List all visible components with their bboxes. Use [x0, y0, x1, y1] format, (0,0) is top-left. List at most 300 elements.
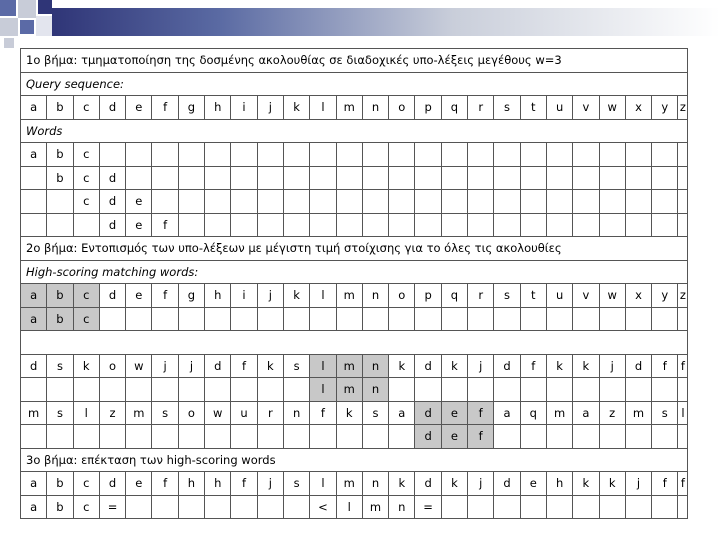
- letter-cell: [283, 495, 309, 519]
- letter-cell: k: [389, 472, 415, 496]
- letter-cell: [205, 213, 231, 237]
- letter-cell: [625, 166, 651, 190]
- letter-cell: b: [47, 495, 73, 519]
- letter-cell: [678, 213, 688, 237]
- letter-cell: [441, 378, 467, 402]
- letter-cell: j: [468, 472, 494, 496]
- letter-cell: f: [652, 354, 678, 378]
- letter-cell: d: [21, 354, 47, 378]
- letter-cell: k: [599, 472, 625, 496]
- words-label: Words: [21, 119, 688, 143]
- spacer-row: [21, 331, 688, 355]
- letter-cell: [47, 190, 73, 214]
- letter-cell: l: [73, 401, 99, 425]
- letter-cell: n: [362, 284, 388, 308]
- letter-cell: [573, 495, 599, 519]
- letter-cell: d: [415, 401, 441, 425]
- letter-cell: [494, 307, 520, 331]
- letter-cell: [178, 378, 204, 402]
- letter-cell: s: [152, 401, 178, 425]
- letter-cell: [520, 307, 546, 331]
- letter-cell: j: [625, 472, 651, 496]
- letter-cell: [231, 307, 257, 331]
- letter-cell: z: [678, 284, 688, 308]
- step1-heading-row: [21, 49, 688, 73]
- letter-cell: y: [652, 284, 678, 308]
- letter-cell: n: [389, 495, 415, 519]
- letter-cell: d: [415, 472, 441, 496]
- letter-cell: e: [441, 401, 467, 425]
- letter-cell: b: [47, 284, 73, 308]
- letter-cell: a: [21, 96, 47, 120]
- letter-cell: f: [152, 284, 178, 308]
- letter-cell: a: [573, 401, 599, 425]
- letter-cell: [362, 143, 388, 167]
- letter-cell: d: [99, 213, 125, 237]
- letter-cell: [205, 190, 231, 214]
- letter-cell: [546, 425, 572, 449]
- letter-cell: [441, 143, 467, 167]
- letter-cell: [389, 166, 415, 190]
- letter-cell: m: [546, 401, 572, 425]
- letter-cell: [468, 190, 494, 214]
- letter-cell: u: [546, 96, 572, 120]
- letter-cell: [520, 166, 546, 190]
- letter-cell: [468, 143, 494, 167]
- letter-cell: [652, 213, 678, 237]
- letter-cell: l: [310, 96, 336, 120]
- letter-cell: [494, 143, 520, 167]
- letter-cell: [389, 213, 415, 237]
- letter-cell: [573, 143, 599, 167]
- step2-heading: 2ο βήμα: Εντοπισμός των υπο-λέξεων με μέγιστη τιμή στοίχισης για το όλες τις ακολουθίες: [21, 237, 688, 261]
- high-scoring-label: High-scoring matching words:: [21, 260, 688, 284]
- decor-square: [20, 20, 34, 34]
- letter-cell: o: [99, 354, 125, 378]
- letter-cell: [336, 166, 362, 190]
- title-gradient-bar: [52, 8, 720, 36]
- letter-cell: a: [21, 472, 47, 496]
- letter-cell: [231, 143, 257, 167]
- letter-cell: b: [47, 166, 73, 190]
- letter-cell: [468, 166, 494, 190]
- letter-cell: s: [494, 96, 520, 120]
- letter-cell: [99, 307, 125, 331]
- letter-cell: f: [231, 472, 257, 496]
- letter-cell: [468, 378, 494, 402]
- letter-cell: a: [389, 401, 415, 425]
- letter-cell: [389, 190, 415, 214]
- word-row: [21, 213, 688, 237]
- letter-cell: e: [520, 472, 546, 496]
- letter-cell: h: [546, 472, 572, 496]
- letter-cell: z: [99, 401, 125, 425]
- letter-cell: p: [415, 96, 441, 120]
- letter-cell: j: [257, 472, 283, 496]
- letter-cell: h: [205, 284, 231, 308]
- letter-cell: [625, 143, 651, 167]
- letter-cell: s: [283, 472, 309, 496]
- letter-cell: [257, 143, 283, 167]
- letter-cell: [441, 190, 467, 214]
- matching-word-row: [21, 307, 688, 331]
- letter-cell: f: [520, 354, 546, 378]
- letter-cell: [283, 190, 309, 214]
- letter-cell: d: [415, 425, 441, 449]
- letter-cell: f: [678, 472, 688, 496]
- matching-word-row: [21, 378, 688, 402]
- letter-cell: [231, 495, 257, 519]
- letter-cell: [362, 425, 388, 449]
- letter-cell: [415, 166, 441, 190]
- letter-cell: [652, 307, 678, 331]
- letter-cell: u: [231, 401, 257, 425]
- letter-cell: =: [99, 495, 125, 519]
- letter-cell: d: [494, 472, 520, 496]
- letter-cell: z: [678, 96, 688, 120]
- letter-cell: i: [231, 284, 257, 308]
- letter-cell: f: [652, 472, 678, 496]
- letter-cell: c: [73, 143, 99, 167]
- letter-cell: [599, 213, 625, 237]
- letter-cell: d: [99, 190, 125, 214]
- letter-cell: k: [283, 96, 309, 120]
- letter-cell: [99, 425, 125, 449]
- letter-cell: l: [310, 378, 336, 402]
- letter-cell: [152, 495, 178, 519]
- letter-cell: [231, 213, 257, 237]
- letter-cell: w: [205, 401, 231, 425]
- letter-cell: c: [73, 96, 99, 120]
- letter-cell: l: [336, 495, 362, 519]
- letter-cell: c: [73, 307, 99, 331]
- letter-cell: [257, 213, 283, 237]
- letter-cell: m: [336, 378, 362, 402]
- letter-cell: c: [73, 284, 99, 308]
- letter-cell: [21, 378, 47, 402]
- letter-cell: [178, 213, 204, 237]
- letter-cell: [257, 190, 283, 214]
- letter-cell: [494, 190, 520, 214]
- database-sequence-row: [21, 401, 688, 425]
- letter-cell: m: [336, 96, 362, 120]
- letter-cell: g: [178, 284, 204, 308]
- letter-cell: d: [99, 96, 125, 120]
- letter-cell: k: [73, 354, 99, 378]
- letter-cell: [99, 143, 125, 167]
- letter-cell: [47, 425, 73, 449]
- letter-cell: x: [625, 96, 651, 120]
- letter-cell: [126, 166, 152, 190]
- letter-cell: [336, 307, 362, 331]
- letter-cell: [257, 307, 283, 331]
- letter-cell: n: [362, 378, 388, 402]
- letter-cell: l: [310, 472, 336, 496]
- letter-cell: n: [362, 96, 388, 120]
- letter-cell: [652, 166, 678, 190]
- letter-cell: i: [231, 96, 257, 120]
- letter-cell: m: [336, 284, 362, 308]
- letter-cell: [678, 190, 688, 214]
- letter-cell: c: [73, 495, 99, 519]
- letter-cell: [336, 190, 362, 214]
- letter-cell: [178, 143, 204, 167]
- letter-cell: [310, 213, 336, 237]
- letter-cell: s: [283, 354, 309, 378]
- letter-cell: k: [389, 354, 415, 378]
- letter-cell: b: [47, 143, 73, 167]
- word-row: [21, 166, 688, 190]
- letter-cell: [625, 213, 651, 237]
- letter-cell: [678, 143, 688, 167]
- letter-cell: [178, 495, 204, 519]
- letter-cell: p: [415, 284, 441, 308]
- letter-cell: d: [99, 472, 125, 496]
- letter-cell: a: [21, 495, 47, 519]
- letter-cell: e: [126, 190, 152, 214]
- letter-cell: [599, 190, 625, 214]
- letter-cell: [231, 190, 257, 214]
- letter-cell: [152, 307, 178, 331]
- letter-cell: c: [73, 472, 99, 496]
- letter-cell: [21, 425, 47, 449]
- letter-cell: [546, 213, 572, 237]
- letter-cell: [47, 213, 73, 237]
- letter-cell: [310, 143, 336, 167]
- letter-cell: e: [441, 425, 467, 449]
- query-sequence-row: [21, 96, 688, 120]
- letter-cell: [21, 190, 47, 214]
- letter-cell: h: [178, 472, 204, 496]
- letter-cell: [152, 425, 178, 449]
- letter-cell: [336, 425, 362, 449]
- letter-cell: l: [678, 401, 688, 425]
- letter-cell: [152, 143, 178, 167]
- letter-cell: f: [152, 96, 178, 120]
- decor-square: [0, 0, 16, 16]
- letter-cell: [546, 143, 572, 167]
- letter-cell: [625, 425, 651, 449]
- letter-cell: [415, 307, 441, 331]
- decor-square: [38, 0, 52, 14]
- letter-cell: [573, 425, 599, 449]
- letter-cell: m: [126, 401, 152, 425]
- letter-cell: [652, 495, 678, 519]
- letter-cell: [652, 425, 678, 449]
- letter-cell: n: [283, 401, 309, 425]
- letter-cell: v: [573, 96, 599, 120]
- letter-cell: [73, 425, 99, 449]
- letter-cell: s: [362, 401, 388, 425]
- query-sequence-label-row: [21, 72, 688, 96]
- letter-cell: k: [283, 284, 309, 308]
- letter-cell: [21, 166, 47, 190]
- letter-cell: w: [599, 96, 625, 120]
- letter-cell: [520, 425, 546, 449]
- letter-cell: s: [47, 401, 73, 425]
- letter-cell: =: [415, 495, 441, 519]
- letter-cell: [126, 307, 152, 331]
- letter-cell: [468, 495, 494, 519]
- letter-cell: t: [520, 96, 546, 120]
- letter-cell: r: [468, 284, 494, 308]
- decor-square: [4, 38, 14, 48]
- letter-cell: a: [21, 143, 47, 167]
- letter-cell: [336, 143, 362, 167]
- letter-cell: [310, 425, 336, 449]
- letter-cell: [494, 495, 520, 519]
- letter-cell: d: [625, 354, 651, 378]
- words-label-row: [21, 119, 688, 143]
- letter-cell: b: [47, 472, 73, 496]
- letter-cell: [283, 425, 309, 449]
- letter-cell: [47, 378, 73, 402]
- letter-cell: [205, 378, 231, 402]
- letter-cell: f: [310, 401, 336, 425]
- letter-cell: [283, 213, 309, 237]
- letter-cell: b: [47, 96, 73, 120]
- letter-cell: c: [73, 166, 99, 190]
- letter-cell: [231, 425, 257, 449]
- step3-heading-row: [21, 448, 688, 472]
- letter-cell: o: [389, 96, 415, 120]
- letter-cell: f: [468, 401, 494, 425]
- letter-cell: [599, 143, 625, 167]
- matching-word-row: [21, 425, 688, 449]
- letter-cell: e: [126, 472, 152, 496]
- decor-square: [0, 18, 18, 36]
- letter-cell: k: [441, 354, 467, 378]
- letter-cell: [573, 213, 599, 237]
- letter-cell: j: [257, 284, 283, 308]
- letter-cell: h: [205, 472, 231, 496]
- decor-square: [36, 16, 52, 36]
- letter-cell: [625, 307, 651, 331]
- letter-cell: s: [494, 284, 520, 308]
- letter-cell: f: [152, 472, 178, 496]
- letter-cell: q: [441, 96, 467, 120]
- letter-cell: y: [652, 96, 678, 120]
- letter-cell: [678, 166, 688, 190]
- letter-cell: u: [546, 284, 572, 308]
- letter-cell: q: [441, 284, 467, 308]
- letter-cell: q: [520, 401, 546, 425]
- letter-cell: d: [205, 354, 231, 378]
- letter-cell: [441, 213, 467, 237]
- letter-cell: [652, 378, 678, 402]
- letter-cell: [494, 425, 520, 449]
- letter-cell: [389, 425, 415, 449]
- extension-row: [21, 495, 688, 519]
- letter-cell: m: [21, 401, 47, 425]
- letter-cell: k: [573, 472, 599, 496]
- letter-cell: [573, 307, 599, 331]
- database-sequence-row: [21, 472, 688, 496]
- letter-cell: [389, 378, 415, 402]
- step3-heading: 3ο βήμα: επέκταση των high-scoring words: [21, 448, 688, 472]
- spacer-cell: [21, 331, 688, 355]
- step1-heading: 1ο βήμα: τμηματοποίηση της δοσμένης ακολουθίας σε διαδοχικές υπο-λέξεις μεγέθους w=3: [21, 49, 688, 73]
- letter-cell: [389, 307, 415, 331]
- letter-cell: [257, 425, 283, 449]
- letter-cell: [178, 166, 204, 190]
- letter-cell: [546, 166, 572, 190]
- letter-cell: [625, 378, 651, 402]
- letter-cell: [152, 190, 178, 214]
- letter-cell: [336, 213, 362, 237]
- word-row: [21, 143, 688, 167]
- letter-cell: a: [494, 401, 520, 425]
- letter-cell: [205, 425, 231, 449]
- letter-cell: [468, 307, 494, 331]
- letter-cell: [126, 143, 152, 167]
- letter-cell: j: [152, 354, 178, 378]
- letter-cell: d: [99, 284, 125, 308]
- letter-cell: [441, 495, 467, 519]
- letter-cell: [231, 378, 257, 402]
- letter-cell: [152, 378, 178, 402]
- letter-cell: [283, 307, 309, 331]
- letter-cell: j: [178, 354, 204, 378]
- letter-cell: [283, 166, 309, 190]
- letter-cell: [441, 307, 467, 331]
- letter-cell: [73, 213, 99, 237]
- letter-cell: [362, 190, 388, 214]
- letter-cell: [205, 143, 231, 167]
- letter-cell: [178, 190, 204, 214]
- high-scoring-label-row: [21, 260, 688, 284]
- letter-cell: k: [257, 354, 283, 378]
- letter-cell: [494, 378, 520, 402]
- letter-cell: [625, 190, 651, 214]
- letter-cell: [231, 166, 257, 190]
- letter-cell: j: [257, 96, 283, 120]
- letter-cell: [126, 378, 152, 402]
- letter-cell: [126, 495, 152, 519]
- letter-cell: [494, 166, 520, 190]
- letter-cell: <: [310, 495, 336, 519]
- letter-cell: [283, 378, 309, 402]
- letter-cell: d: [99, 166, 125, 190]
- letter-cell: d: [415, 354, 441, 378]
- letter-cell: [678, 378, 688, 402]
- decor-square: [18, 0, 36, 18]
- letter-cell: d: [494, 354, 520, 378]
- letter-cell: k: [441, 472, 467, 496]
- letter-cell: s: [652, 401, 678, 425]
- step2-heading-row: [21, 237, 688, 261]
- letter-cell: l: [310, 354, 336, 378]
- letter-cell: e: [126, 96, 152, 120]
- letter-cell: a: [21, 307, 47, 331]
- letter-cell: [257, 378, 283, 402]
- letter-cell: [678, 425, 688, 449]
- letter-cell: [362, 307, 388, 331]
- letter-cell: [573, 166, 599, 190]
- letter-cell: [546, 495, 572, 519]
- letter-cell: [520, 143, 546, 167]
- letter-cell: j: [468, 354, 494, 378]
- letter-cell: n: [362, 354, 388, 378]
- letter-cell: b: [47, 307, 73, 331]
- letter-cell: [678, 495, 688, 519]
- letter-cell: [362, 166, 388, 190]
- letter-cell: [599, 166, 625, 190]
- letter-cell: g: [178, 96, 204, 120]
- letter-cell: [441, 166, 467, 190]
- letter-cell: [257, 495, 283, 519]
- letter-cell: [415, 378, 441, 402]
